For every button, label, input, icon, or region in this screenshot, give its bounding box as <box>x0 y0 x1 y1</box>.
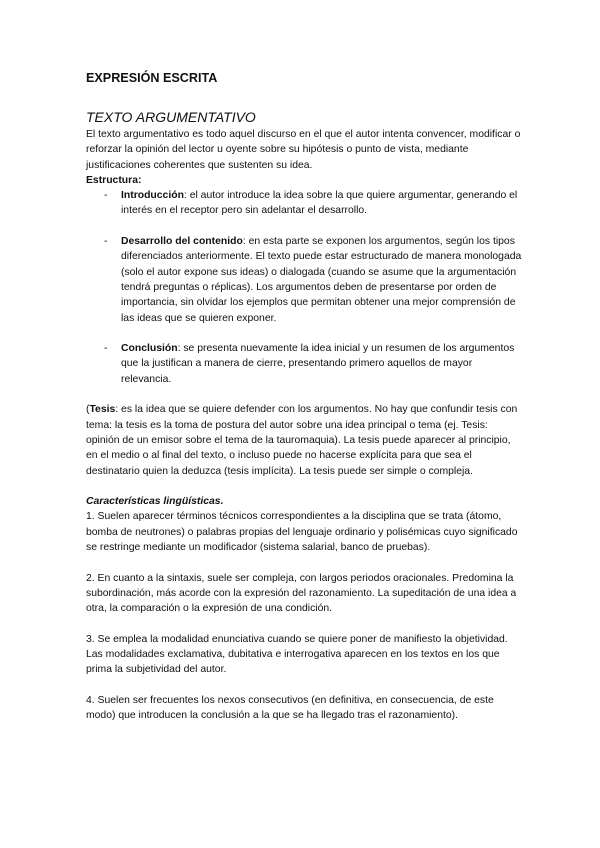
section-title: TEXTO ARGUMENTATIVO <box>86 109 256 125</box>
point-1: 1. Suelen aparecer términos técnicos correspondientes a la disciplina que se trata (átomo, bomba de neutrones) o palabras propias del lenguaje ordinario y polisémicas cuyo significado se restringe mediante un modificador (sistema salarial, banco de pruebas). <box>86 511 518 554</box>
structure-list <box>86 188 522 387</box>
structure-item-introduccion <box>86 188 522 219</box>
point-3: 3. Se emplea la modalidad enunciativa cuando se quiere poner de manifiesto la objetividad. Las modalidades exclamativa, dubitativa e interrogativa aparecen en los textos en los que prima la subjetividad del autor. <box>86 633 508 676</box>
tesis-paragraph <box>86 402 522 478</box>
structure-term: Desarrollo del contenido <box>121 236 243 248</box>
caracteristicas-heading: Características lingüísticas. <box>86 496 224 508</box>
bullet-dash: - <box>104 190 108 202</box>
bullet-dash: - <box>104 343 108 355</box>
point-4: 4. Suelen ser frecuentes los nexos consecutivos (en definitiva, en consecuencia, de este modo) que introducen la conclusión a la que se ha llegado tras el razonamiento). <box>86 694 494 722</box>
structure-text: : en esta parte se exponen los argumentos, según los tipos diferenciados anteriormente. El texto puede estar estructurado de manera monologada (solo el autor expone sus ideas) o dialogada (cuando se asume que la argumentación tendrá preguntas o réplicas). Los argumentos deben de presentarse por orden de importancia, sin olvidar los ejemplos que permitan obtener una mejor comprensión de las ideas que se quieren exponer. <box>121 236 522 324</box>
tesis-open-paren: ( <box>86 404 90 416</box>
tesis-text: : es la idea que se quiere defender con los argumentos. No hay que confundir tesis con tema: la tesis es la toma de postura del autor sobre una idea principal o tema (ej. Tesis: opinión de un emisor sobre el tema de la tauromaquia). La tesis puede aparecer al principio, en el medio o al final del texto, o incluso puede no hacerse explícita para que sea el destinatario quien la deduzca (tesis implícita). La tesis puede ser simple o compleja. <box>86 404 518 477</box>
structure-term: Conclusión <box>121 343 178 355</box>
point-2: 2. En cuanto a la sintaxis, suele ser compleja, con largos periodos oracionales. Predomina la subordinación, más acorde con la expresión del razonamiento. La supeditación de una idea a otra, la comparación o la expresión de una condición. <box>86 572 517 615</box>
structure-term: Introducción <box>121 190 184 202</box>
estructura-heading: Estructura: <box>86 174 142 186</box>
structure-item-desarrollo <box>86 234 522 326</box>
tesis-term: Tesis <box>89 404 116 416</box>
structure-item-conclusion <box>86 341 522 387</box>
document-page <box>86 70 522 739</box>
structure-text: : se presenta nuevamente la idea inicial y un resumen de los argumentos que la justifican a manera de cierre, presentando primero aquellos de mayor relevancia. <box>121 343 515 385</box>
intro-paragraph: El texto argumentativo es todo aquel discurso en el que el autor intenta convencer, modificar o reforzar la opinión del lector u oyente sobre su hipótesis o punto de vista, mediante justificaciones coherentes que sustenten su idea. <box>86 129 521 171</box>
document-title: EXPRESIÓN ESCRITA <box>86 71 218 85</box>
structure-text: : el autor introduce la idea sobre la que quiere argumentar, generando el interés en el receptor pero sin adelantar el desarrollo. <box>121 190 518 217</box>
bullet-dash: - <box>104 236 108 248</box>
